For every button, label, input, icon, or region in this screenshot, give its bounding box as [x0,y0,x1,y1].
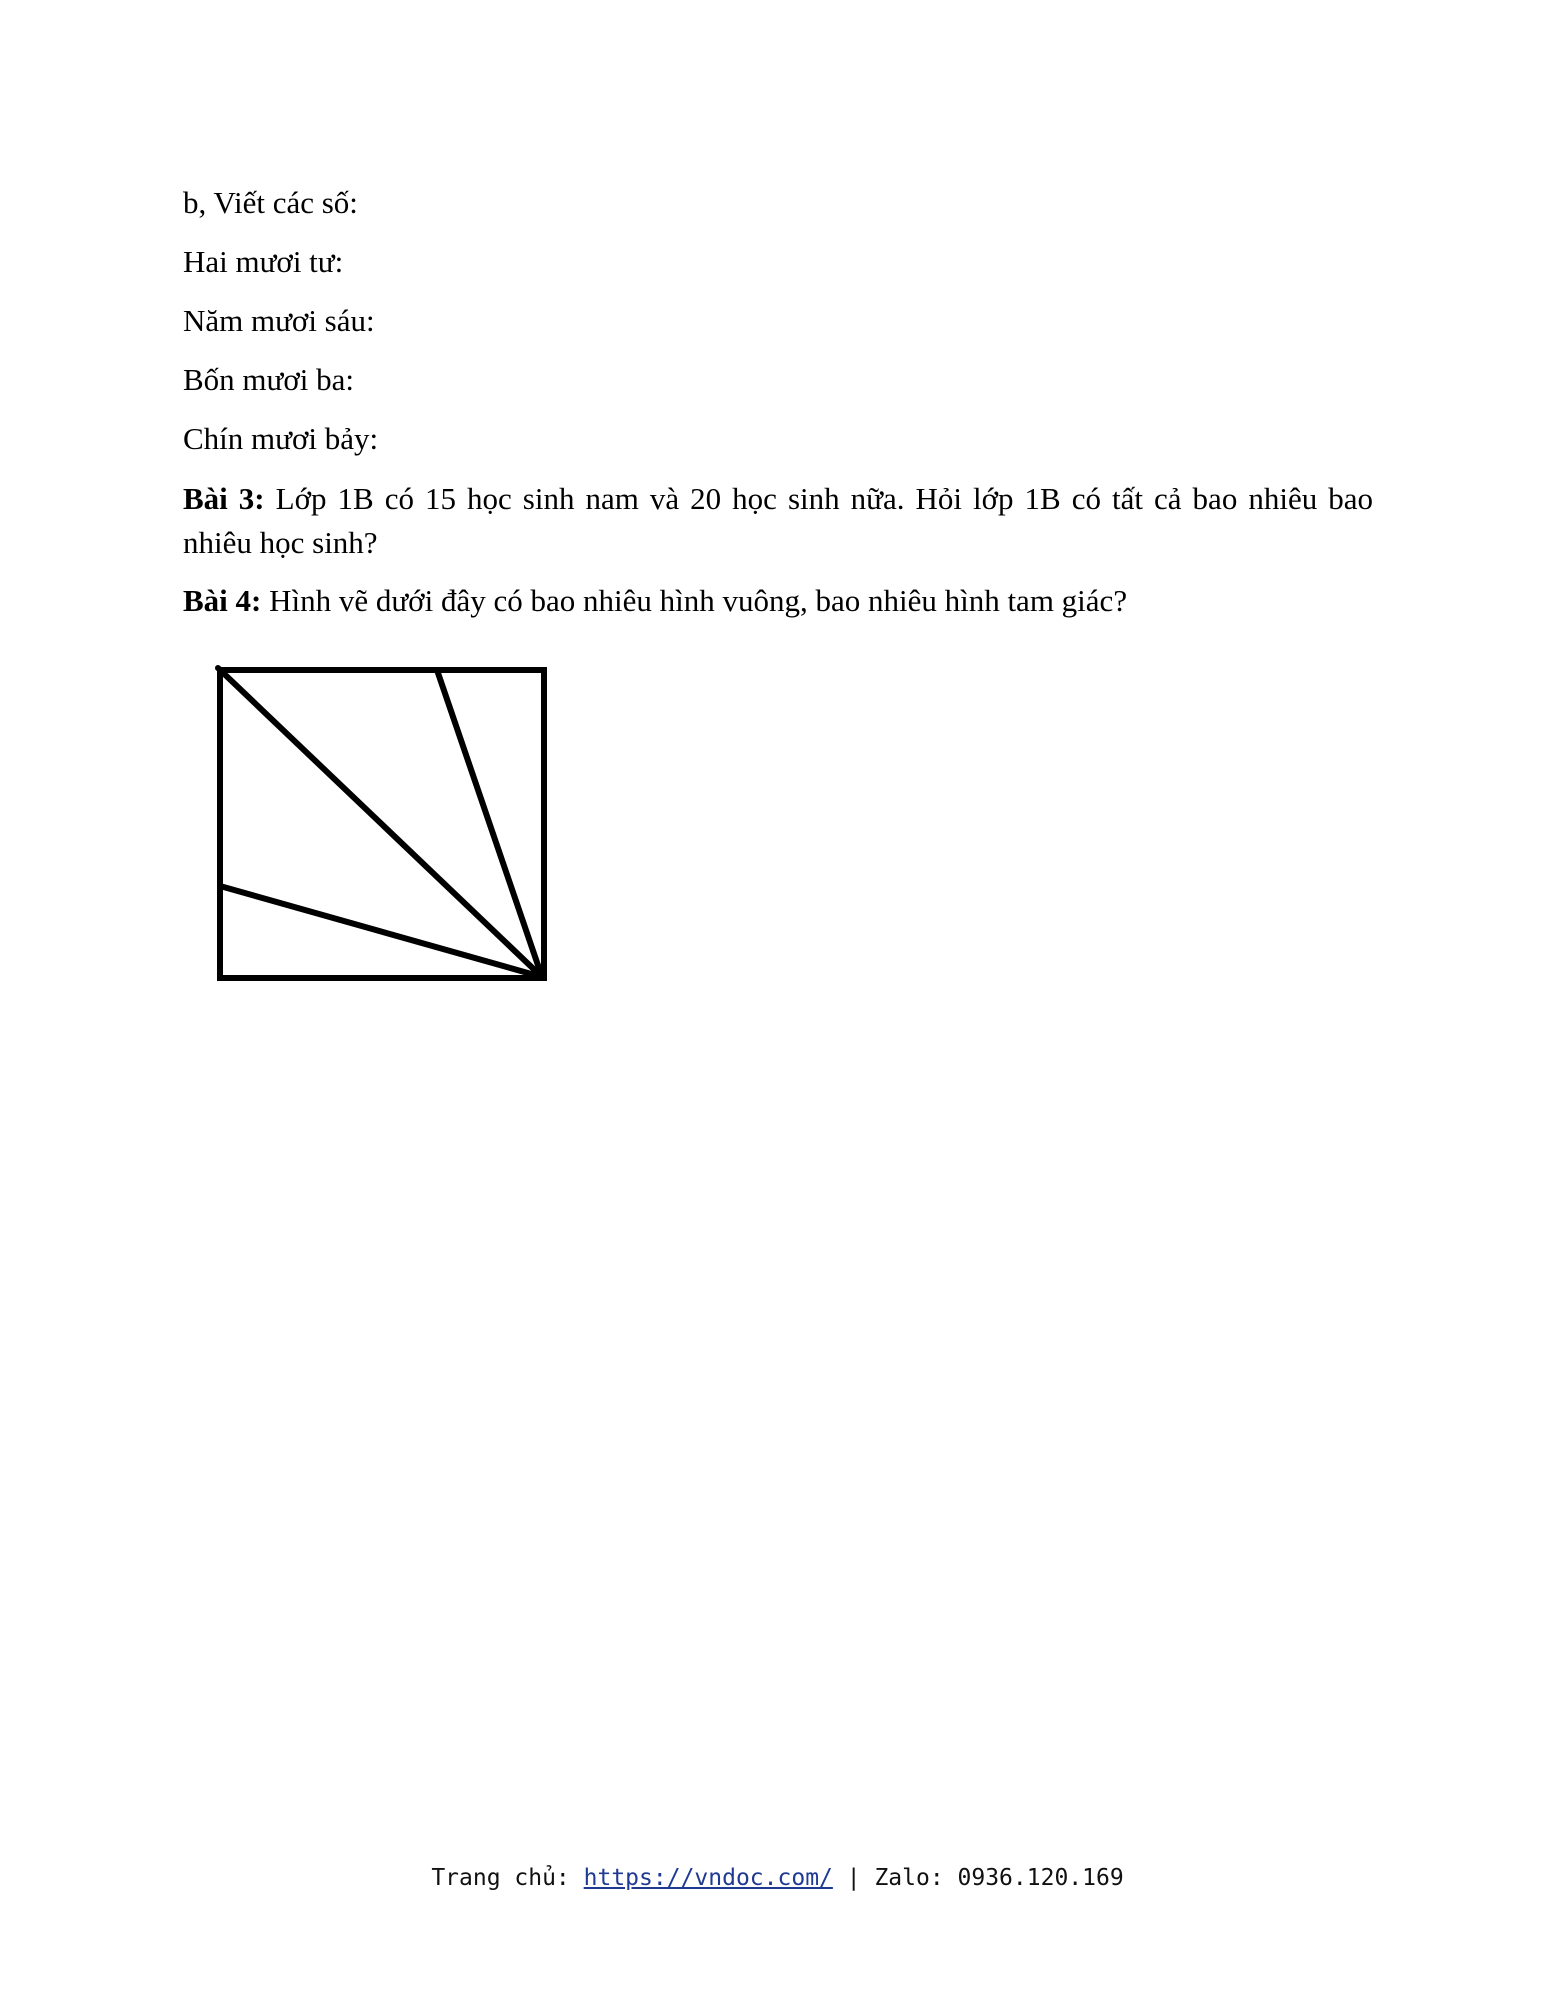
number-item-1: Hai mươi tư: [183,244,344,279]
exercise-4 [183,580,1127,622]
exercise-4-text: Hình vẽ dưới đây có bao nhiêu hình vuông, bao nhiêu hình tam giác? [261,583,1128,618]
page-footer [0,1862,1555,1894]
number-item-2: Năm mươi sáu: [183,303,375,338]
square-triangle-figure [200,655,560,995]
exercise-4-label: Bài 4: [183,583,262,618]
footer-prefix: Trang chủ: [431,1865,584,1891]
footer-zalo: Zalo: 0936.120.169 [874,1865,1124,1891]
number-item-3: Bốn mươi ba: [183,362,354,397]
number-item-4: Chín mươi bảy: [183,421,379,456]
exercise-3 [183,477,1373,565]
footer-link[interactable]: https://vndoc.com/ [583,1865,833,1891]
footer-separator: | [832,1865,875,1891]
exercise-3-text: Lớp 1B có 15 học sinh nam và 20 học sinh nữa. Hỏi lớp 1B có tất cả bao nhiêu bao nhiêu học sinh? [183,481,1373,560]
exercise-3-label: Bài 3: [183,481,265,516]
section-b-heading: b, Viết các số: [183,185,358,220]
